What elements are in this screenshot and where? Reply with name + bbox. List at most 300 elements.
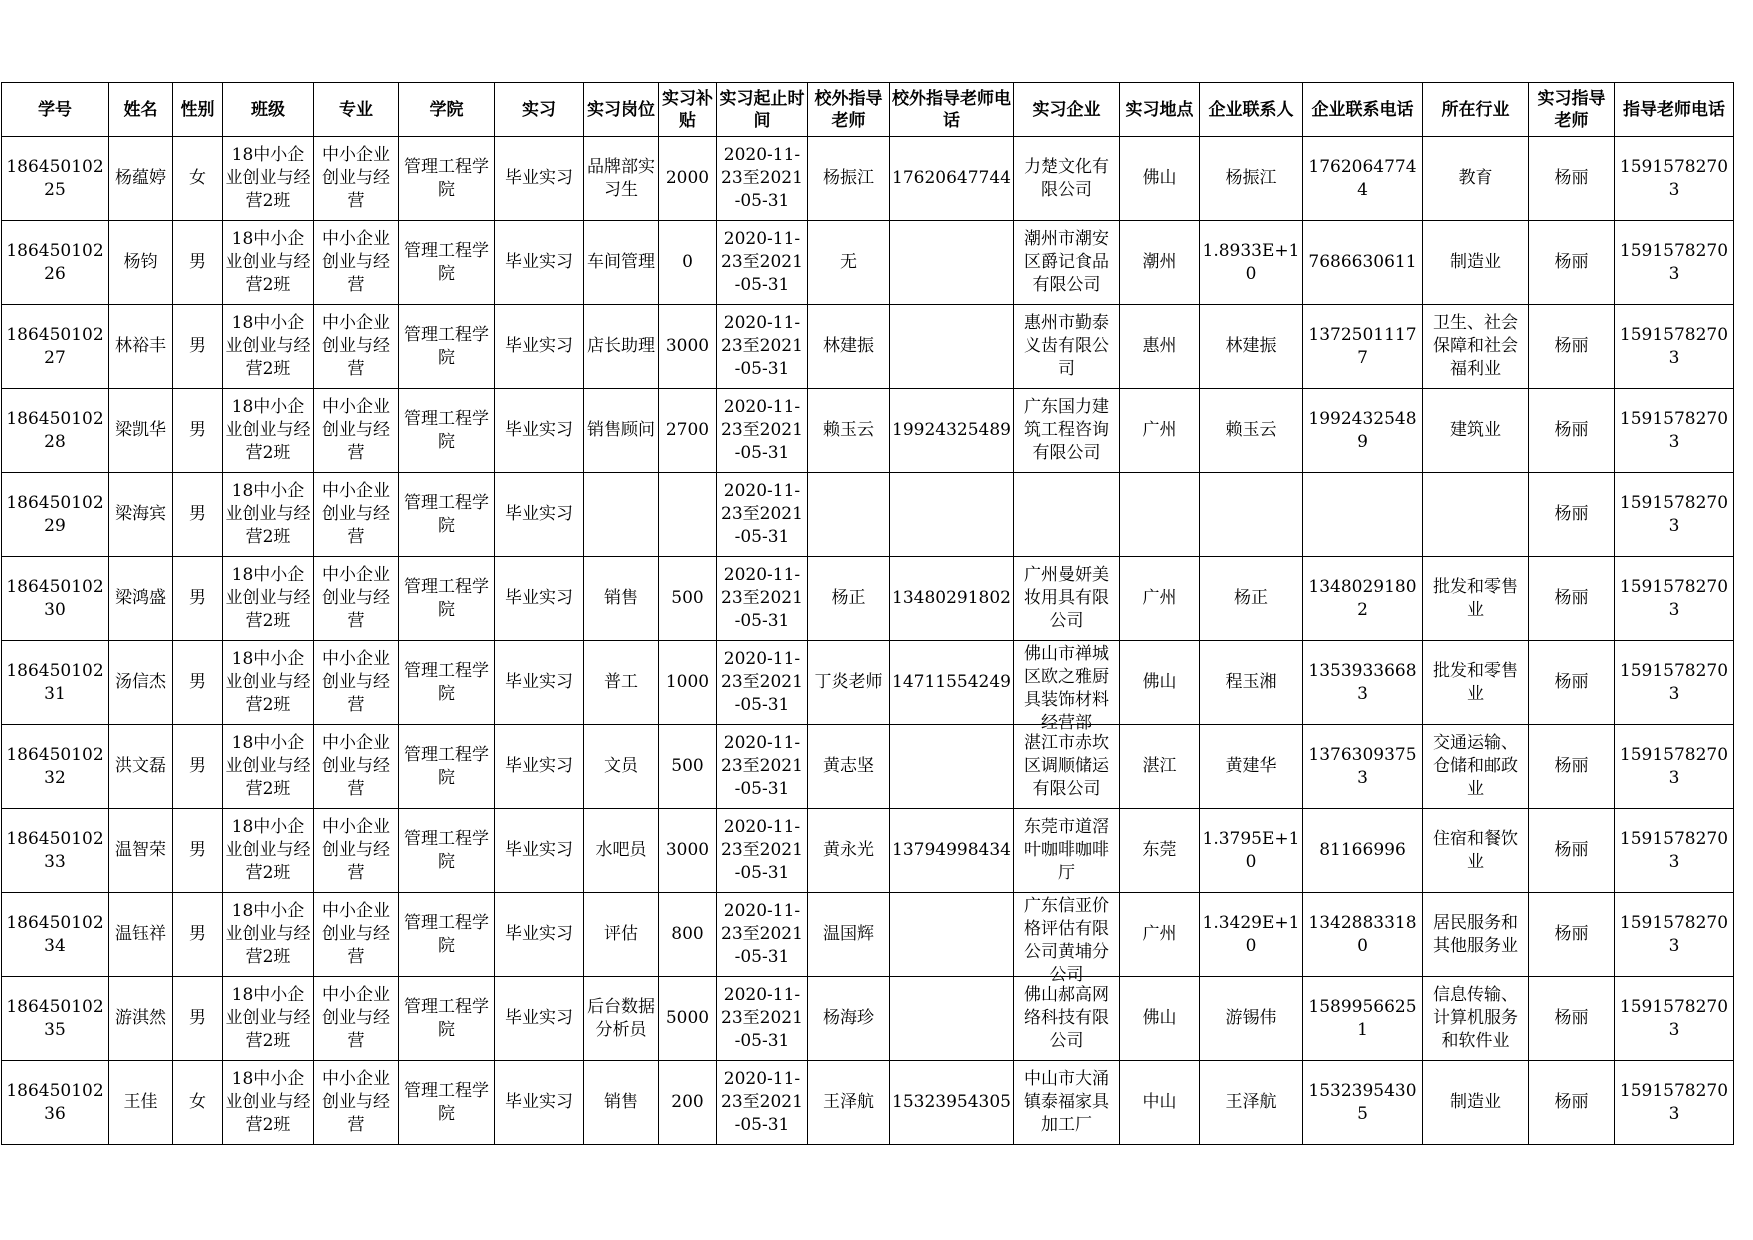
cell-external-advisor [808,641,890,725]
cell-text: 中小企业创业与经营 [322,901,390,967]
cell-company-contact [1200,221,1303,305]
cell-text: 13794998434 [892,840,1011,860]
cell-position [584,389,659,473]
cell-text: 杨丽 [1554,1092,1589,1112]
cell-advisor [1529,809,1615,893]
cell-class [223,641,314,725]
cell-text: 管理工程学院 [404,912,489,956]
cell-industry [1423,305,1529,389]
cell-text: 毕业实习 [505,252,573,272]
cell-college [399,221,495,305]
cell-text: 杨振江 [823,168,874,188]
cell-advisor-phone [1615,1061,1734,1145]
cell-external-advisor [808,137,890,221]
cell-text: 18中小企业创业与经营2班 [225,1069,311,1135]
cell-text: 18645010235 [6,996,104,1040]
column-header: 实习岗位 [584,83,659,137]
cell-company [1014,809,1120,893]
cell-text: 19924325489 [892,420,1011,440]
cell-advisor-phone [1615,641,1734,725]
cell-advisor-phone [1615,809,1734,893]
cell-text: 男 [189,924,206,944]
cell-text: 3000 [665,336,710,356]
cell-text: 13480291802 [1308,576,1417,620]
cell-external-advisor [808,473,890,557]
cell-text: 黄永光 [823,840,874,860]
cell-text: 2020-11-23至2021-05-31 [721,817,803,883]
cell-text: 杨蕴婷 [115,168,166,188]
cell-text: 梁凯华 [115,420,166,440]
cell-text: 杨丽 [1554,1008,1589,1028]
cell-industry [1423,641,1529,725]
cell-text: 2000 [665,168,710,188]
cell-subsidy [659,305,717,389]
cell-position [584,137,659,221]
cell-internship-type [495,977,584,1061]
cell-name [109,725,173,809]
cell-subsidy [659,1061,717,1145]
cell-text: 广州 [1142,420,1177,440]
cell-period [717,641,808,725]
cell-text: 梁鸿盛 [115,588,166,608]
cell-text: 黄建华 [1225,756,1277,776]
cell-text: 18645010228 [6,408,104,452]
cell-period [717,305,808,389]
cell-text: 水吧员 [595,840,647,860]
column-header: 实习企业 [1014,83,1120,137]
cell-subsidy [659,221,717,305]
cell-text: 普工 [604,672,638,692]
cell-period [717,137,808,221]
cell-major [314,389,399,473]
cell-text: 管理工程学院 [404,324,489,368]
cell-industry [1423,725,1529,809]
cell-student-id [2,893,109,977]
cell-text: 管理工程学院 [404,744,489,788]
cell-text: 男 [189,588,206,608]
cell-subsidy [659,137,717,221]
cell-text: 中小企业创业与经营 [322,733,390,799]
cell-college [399,725,495,809]
cell-text: 7686630611 [1308,252,1417,272]
cell-text: 湛江 [1142,756,1177,776]
cell-text: 15899566251 [1308,996,1417,1040]
column-header: 实习地点 [1120,83,1200,137]
cell-text: 杨丽 [1554,252,1589,272]
cell-text: 2020-11-23至2021-05-31 [721,481,803,547]
cell-company-contact [1200,305,1303,389]
cell-external-advisor [808,557,890,641]
table-body [2,137,1734,1145]
cell-period [717,725,808,809]
cell-text: 梁海宾 [115,504,166,524]
cell-college [399,977,495,1061]
column-header: 实习 [495,83,584,137]
cell-advisor [1529,725,1615,809]
cell-subsidy [659,725,717,809]
cell-text: 中小企业创业与经营 [322,817,390,883]
cell-gender [173,221,223,305]
cell-text: 男 [189,504,206,524]
cell-student-id [2,1061,109,1145]
cell-text: 杨丽 [1554,672,1589,692]
cell-text: 批发和零售业 [1433,576,1518,620]
cell-text: 18645010227 [6,324,104,368]
cell-text: 惠州市勤泰义齿有限公司 [1024,313,1109,379]
cell-company [1014,305,1120,389]
cell-text: 2020-11-23至2021-05-31 [721,397,803,463]
cell-name [109,809,173,893]
cell-text: 毕业实习 [505,1092,573,1112]
cell-company-phone [1303,557,1423,641]
cell-text: 销售顾问 [587,420,655,440]
cell-text: 王泽航 [823,1092,874,1112]
cell-text: 18645010232 [6,744,104,788]
cell-advisor-phone [1615,977,1734,1061]
table-row [2,557,1734,641]
cell-text: 男 [189,252,206,272]
cell-text: 13763093753 [1308,744,1417,788]
cell-external-advisor-phone [890,1061,1014,1145]
cell-external-advisor-phone [890,641,1014,725]
cell-subsidy [659,893,717,977]
cell-text: 潮州市潮安区爵记食品有限公司 [1024,229,1109,295]
cell-name [109,473,173,557]
cell-text: 13480291802 [892,588,1011,608]
cell-company [1014,893,1120,985]
cell-text: 2020-11-23至2021-05-31 [721,901,803,967]
cell-text: 管理工程学院 [404,660,489,704]
cell-text: 18645010234 [6,912,104,956]
cell-company-contact [1200,557,1303,641]
cell-subsidy [659,809,717,893]
column-header: 班级 [223,83,314,137]
cell-text: 批发和零售业 [1433,660,1518,704]
cell-text: 男 [189,1008,206,1028]
cell-text: 温钰祥 [115,924,166,944]
cell-period [717,473,808,557]
cell-text: 13539336683 [1308,660,1417,704]
cell-text: 男 [189,672,206,692]
cell-company-phone [1303,893,1423,977]
cell-class [223,305,314,389]
cell-text: 杨丽 [1554,336,1589,356]
cell-gender [173,389,223,473]
cell-company-phone [1303,1061,1423,1145]
column-header: 学院 [399,83,495,137]
cell-internship-type [495,137,584,221]
cell-college [399,557,495,641]
cell-text: 车间管理 [587,252,655,272]
cell-text: 林建振 [823,336,874,356]
cell-text: 17620647744 [1308,156,1417,200]
cell-text: 中小企业创业与经营 [322,481,390,547]
column-header: 性别 [173,83,223,137]
cell-student-id [2,389,109,473]
cell-text: 毕业实习 [505,588,573,608]
cell-text: 2020-11-23至2021-05-31 [721,313,803,379]
cell-text: 2020-11-23至2021-05-31 [721,733,803,799]
cell-text: 1.3429E+10 [1202,912,1300,956]
cell-company-contact [1200,725,1303,809]
cell-gender [173,893,223,977]
cell-name [109,557,173,641]
cell-text: 15915782703 [1619,828,1729,872]
cell-industry [1423,557,1529,641]
cell-major [314,1061,399,1145]
cell-text: 毕业实习 [505,420,573,440]
cell-position [584,473,659,557]
cell-external-advisor [808,809,890,893]
cell-text: 游锡伟 [1225,1008,1277,1028]
cell-text: 中山 [1142,1092,1177,1112]
cell-text: 15915782703 [1619,996,1729,1040]
cell-text: 15915782703 [1619,324,1729,368]
cell-text: 13428833180 [1308,912,1417,956]
cell-location [1120,641,1200,725]
column-header: 专业 [314,83,399,137]
cell-external-advisor [808,305,890,389]
cell-text: 毕业实习 [505,924,573,944]
cell-location [1120,725,1200,809]
cell-text: 管理工程学院 [404,828,489,872]
cell-text: 赖玉云 [1225,420,1277,440]
cell-external-advisor [808,221,890,305]
cell-advisor [1529,641,1615,725]
cell-position [584,809,659,893]
cell-text: 15915782703 [1619,912,1729,956]
cell-advisor [1529,893,1615,977]
cell-text: 1.3795E+10 [1202,828,1300,872]
cell-class [223,389,314,473]
table-row [2,473,1734,557]
cell-company-phone [1303,641,1423,725]
cell-name [109,977,173,1061]
cell-text: 2020-11-23至2021-05-31 [721,649,803,715]
cell-company [1014,221,1120,305]
cell-text: 杨丽 [1554,924,1589,944]
cell-major [314,641,399,725]
cell-text: 广州曼妍美妆用具有限公司 [1024,565,1109,631]
cell-text: 1.8933E+10 [1202,240,1300,284]
cell-advisor [1529,221,1615,305]
cell-industry [1423,809,1529,893]
cell-name [109,893,173,977]
cell-company-contact [1200,893,1303,977]
cell-position [584,977,659,1061]
cell-text: 毕业实习 [505,672,573,692]
cell-text: 林裕丰 [115,336,166,356]
cell-class [223,809,314,893]
cell-class [223,473,314,557]
cell-company [1014,1061,1120,1145]
cell-text: 杨丽 [1554,420,1589,440]
cell-text: 18645010226 [6,240,104,284]
internship-table [1,82,1734,1145]
table-row [2,137,1734,221]
cell-text: 管理工程学院 [404,996,489,1040]
cell-name [109,641,173,725]
cell-external-advisor-phone [890,137,1014,221]
cell-college [399,893,495,977]
column-header: 校外指导老师 [808,83,890,137]
cell-text: 中小企业创业与经营 [322,145,390,211]
cell-gender [173,641,223,725]
cell-company-contact [1200,473,1303,557]
cell-position [584,893,659,977]
cell-company [1014,557,1120,641]
cell-text: 15915782703 [1619,408,1729,452]
cell-text: 500 [671,756,704,776]
cell-advisor [1529,305,1615,389]
cell-text: 管理工程学院 [404,240,489,284]
cell-location [1120,389,1200,473]
cell-student-id [2,641,109,725]
cell-subsidy [659,641,717,725]
cell-text: 男 [189,840,206,860]
cell-location [1120,1061,1200,1145]
cell-text: 17620647744 [892,168,1011,188]
cell-text: 18645010230 [6,576,104,620]
cell-company [1014,641,1120,733]
cell-advisor-phone [1615,389,1734,473]
cell-text: 东莞市道滘叶咖啡咖啡厅 [1024,817,1109,883]
cell-text: 温国辉 [823,924,874,944]
cell-text: 管理工程学院 [404,576,489,620]
cell-student-id [2,725,109,809]
cell-text: 杨丽 [1554,168,1589,188]
cell-text: 18中小企业创业与经营2班 [225,817,311,883]
cell-text: 200 [671,1092,704,1112]
cell-major [314,137,399,221]
cell-text: 杨丽 [1554,504,1589,524]
cell-text: 毕业实习 [505,756,573,776]
table-row [2,725,1734,809]
cell-text: 管理工程学院 [404,492,489,536]
cell-student-id [2,221,109,305]
cell-advisor-phone [1615,137,1734,221]
cell-advisor-phone [1615,725,1734,809]
cell-text: 杨丽 [1554,840,1589,860]
cell-internship-type [495,221,584,305]
cell-gender [173,473,223,557]
cell-text: 中小企业创业与经营 [322,649,390,715]
cell-external-advisor [808,725,890,809]
cell-text: 管理工程学院 [404,156,489,200]
cell-text: 18中小企业创业与经营2班 [225,565,311,631]
cell-text: 2020-11-23至2021-05-31 [721,985,803,1051]
cell-text: 2020-11-23至2021-05-31 [721,565,803,631]
cell-text: 500 [671,588,704,608]
cell-advisor [1529,473,1615,557]
cell-gender [173,1061,223,1145]
cell-advisor [1529,137,1615,221]
cell-external-advisor-phone [890,557,1014,641]
cell-text: 杨振江 [1225,168,1277,188]
cell-internship-type [495,641,584,725]
cell-text: 住宿和餐饮业 [1433,828,1518,872]
cell-advisor-phone [1615,473,1734,557]
cell-text: 18中小企业创业与经营2班 [225,145,311,211]
cell-major [314,557,399,641]
cell-text: 男 [189,420,206,440]
cell-text: 毕业实习 [505,336,573,356]
cell-text: 18中小企业创业与经营2班 [225,481,311,547]
cell-major [314,725,399,809]
cell-external-advisor-phone [890,725,1014,809]
cell-advisor [1529,1061,1615,1145]
cell-major [314,893,399,977]
cell-company-phone [1303,809,1423,893]
cell-class [223,977,314,1061]
cell-internship-type [495,725,584,809]
cell-text: 15915782703 [1619,240,1729,284]
cell-text: 毕业实习 [505,1008,573,1028]
column-header: 姓名 [109,83,173,137]
cell-text: 18645010231 [6,660,104,704]
table-row [2,977,1734,1061]
cell-text: 广州 [1142,588,1177,608]
cell-text: 1000 [665,672,710,692]
column-header: 企业联系人 [1200,83,1303,137]
cell-advisor-phone [1615,557,1734,641]
cell-text: 教育 [1458,168,1493,188]
cell-location [1120,893,1200,977]
header-row [2,83,1734,137]
cell-text: 15915782703 [1619,576,1729,620]
cell-class [223,557,314,641]
table-row [2,1061,1734,1145]
cell-text: 制造业 [1450,252,1501,272]
cell-company-phone [1303,305,1423,389]
cell-internship-type [495,389,584,473]
cell-advisor-phone [1615,221,1734,305]
cell-gender [173,977,223,1061]
cell-position [584,725,659,809]
cell-text: 佛山 [1142,1008,1177,1028]
cell-major [314,305,399,389]
cell-text: 广东国力建筑工程咨询有限公司 [1024,397,1109,463]
cell-text: 毕业实习 [505,504,573,524]
cell-text: 18645010236 [6,1080,104,1124]
cell-position [584,221,659,305]
cell-company [1014,137,1120,221]
cell-text: 力楚文化有限公司 [1024,156,1109,200]
cell-name [109,221,173,305]
cell-text: 18中小企业创业与经营2班 [225,313,311,379]
cell-company [1014,473,1120,557]
cell-text: 18中小企业创业与经营2班 [225,649,311,715]
cell-industry [1423,221,1529,305]
cell-company-phone [1303,137,1423,221]
cell-subsidy [659,473,717,557]
cell-industry [1423,473,1529,557]
table-header [2,83,1734,137]
cell-location [1120,221,1200,305]
cell-text: 品牌部实习生 [587,156,655,200]
cell-text: 后台数据分析员 [587,996,655,1040]
cell-text: 文员 [604,756,638,776]
column-header: 实习指导老师 [1529,83,1615,137]
cell-text: 81166996 [1319,840,1406,860]
cell-text: 中山市大涌镇泰福家具加工厂 [1024,1069,1109,1135]
cell-text: 800 [671,924,704,944]
cell-college [399,137,495,221]
cell-location [1120,473,1200,557]
cell-college [399,1061,495,1145]
cell-company-contact [1200,389,1303,473]
cell-text: 卫生、社会保障和社会福利业 [1433,313,1518,379]
